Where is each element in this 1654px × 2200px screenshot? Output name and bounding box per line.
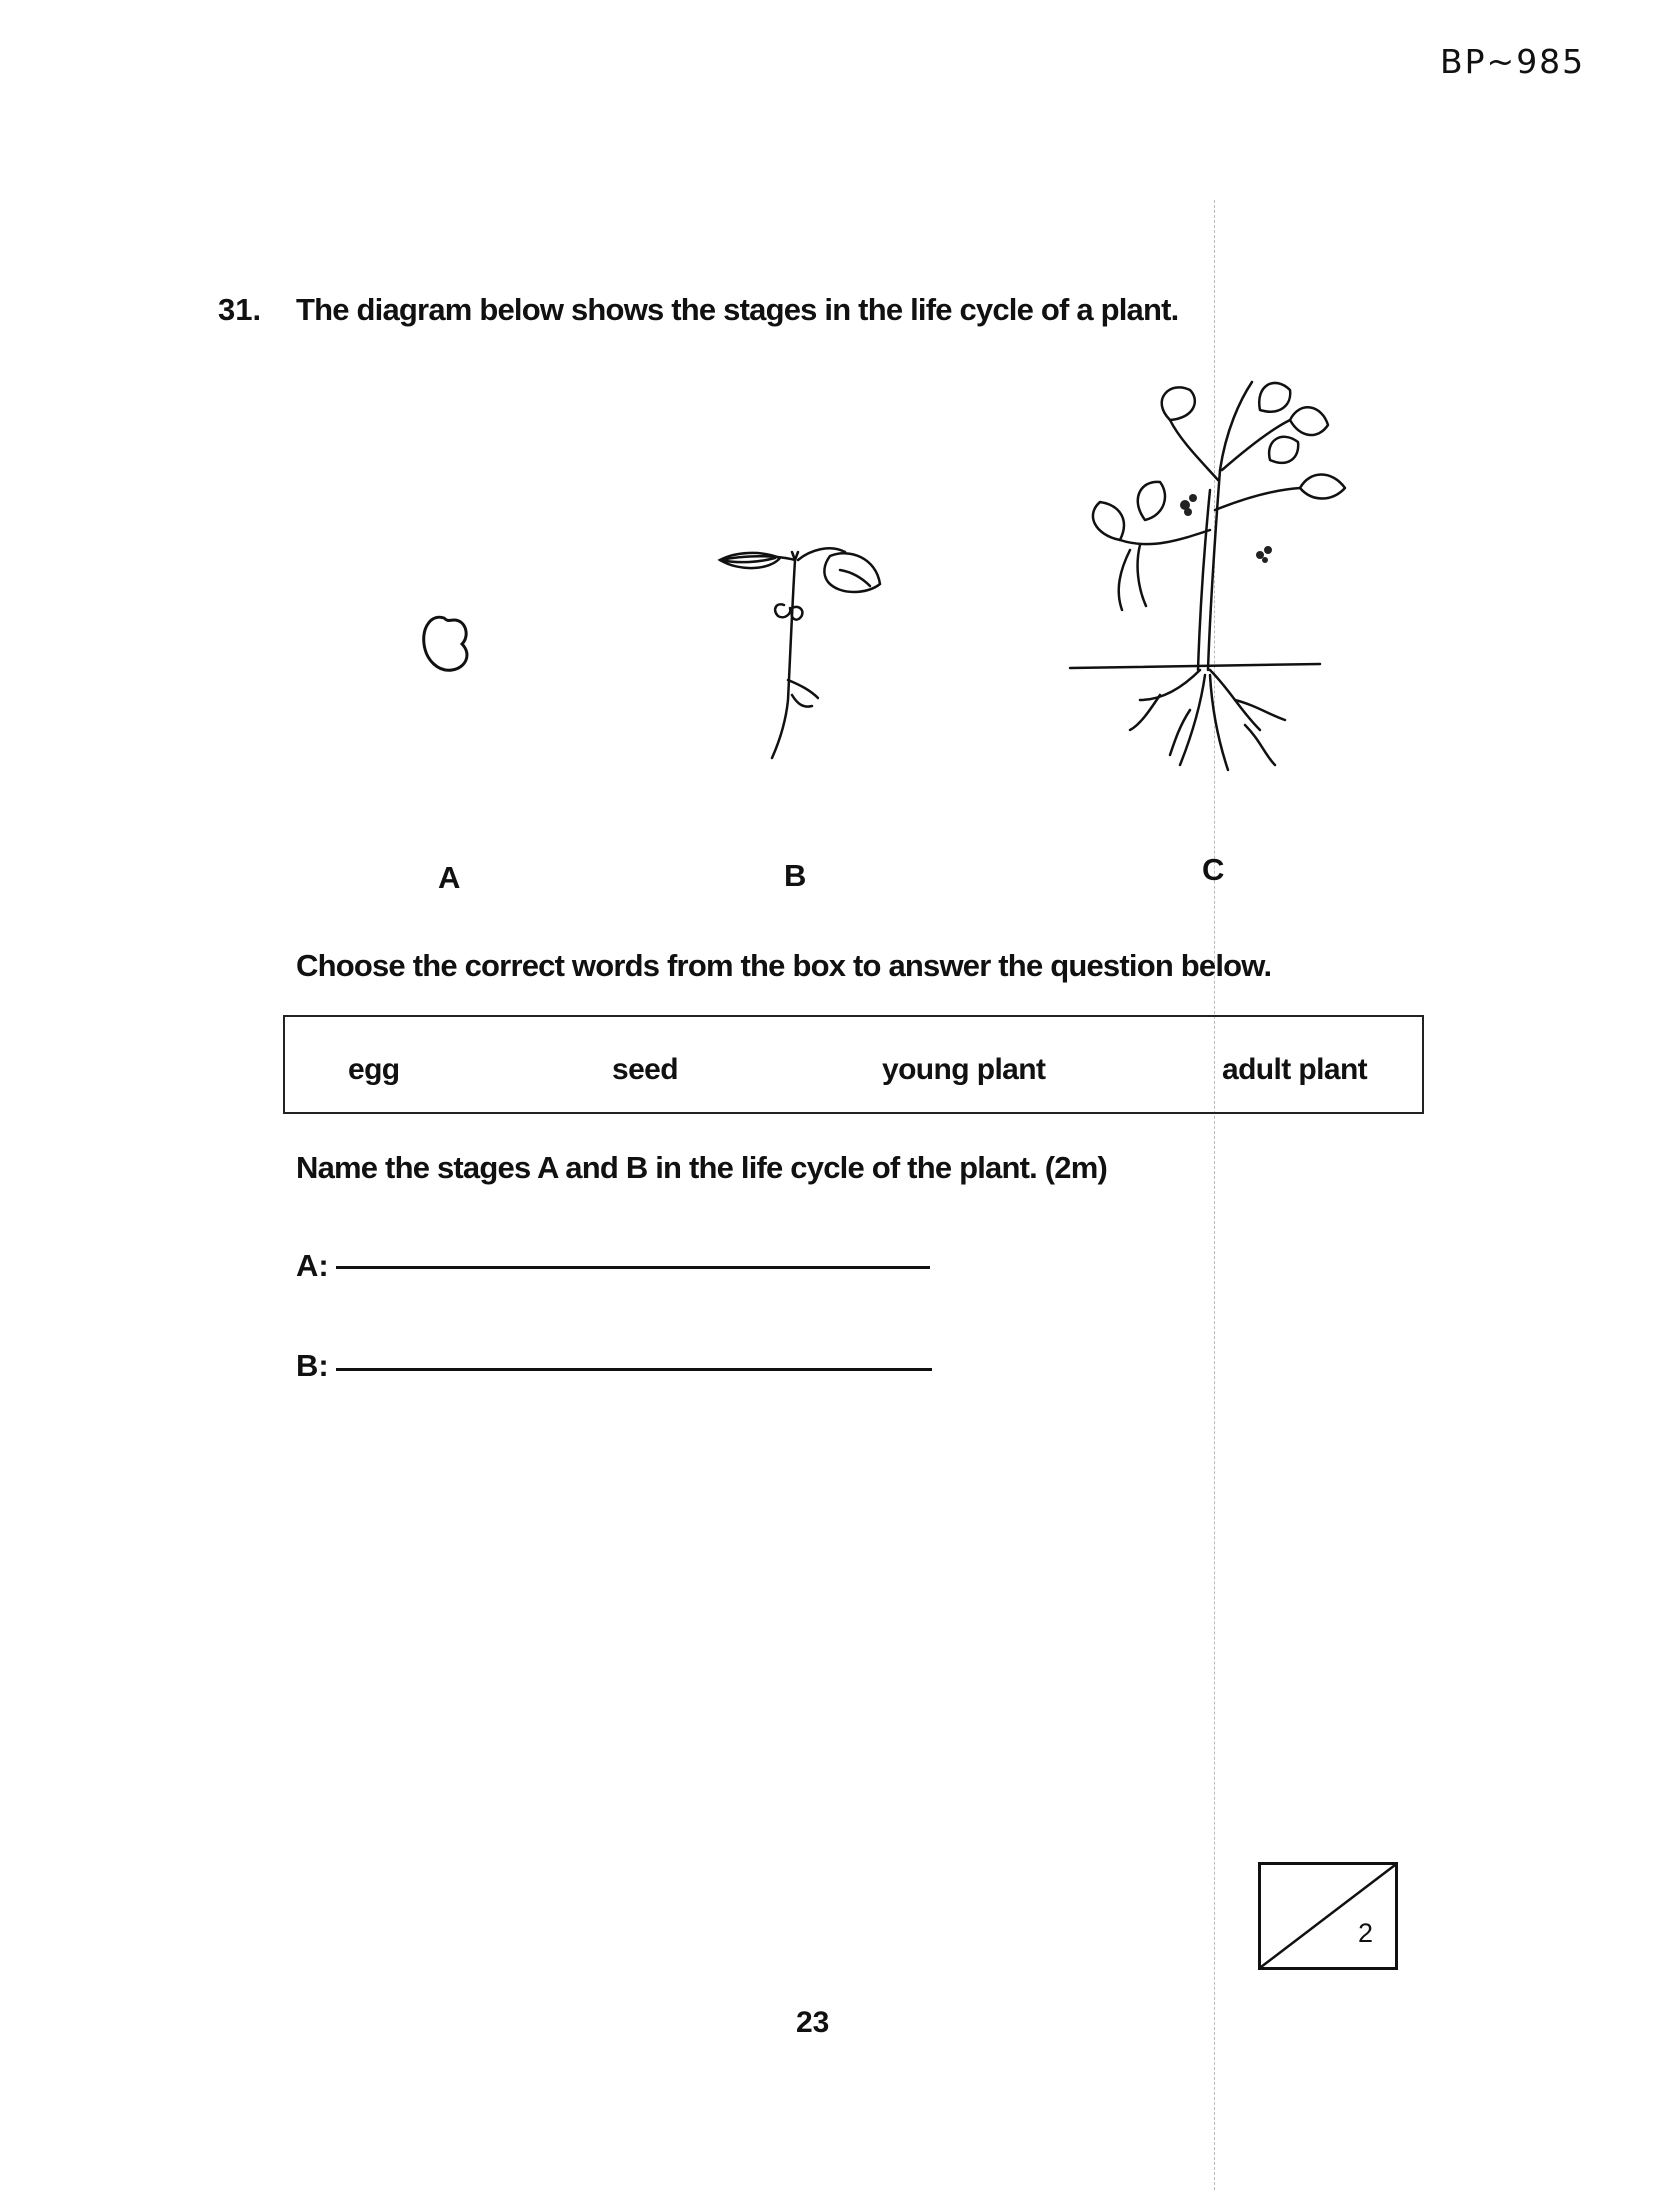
- word-option: adult plant: [1222, 1053, 1368, 1086]
- stage-label-c: C: [1202, 852, 1225, 887]
- answer-line-b[interactable]: [336, 1368, 932, 1371]
- marks-box: [1258, 1862, 1398, 1970]
- word-box: [283, 1015, 1424, 1114]
- prompt-text: and: [557, 1150, 626, 1185]
- word-option: egg: [348, 1053, 400, 1086]
- answer-label-a: A:: [296, 1248, 329, 1283]
- page-number: 23: [796, 2006, 830, 2039]
- answer-line-a[interactable]: [336, 1266, 930, 1269]
- stage-label-a: A: [438, 860, 461, 895]
- prompt-stage-a: A: [537, 1150, 558, 1185]
- seed-icon: [410, 600, 490, 690]
- word-option: young plant: [882, 1053, 1046, 1086]
- question-number: 31.: [218, 292, 262, 327]
- prompt-stage-b: B: [625, 1150, 648, 1185]
- answer-label-b: B:: [296, 1348, 329, 1383]
- prompt-text: Name the stages: [296, 1150, 538, 1185]
- adult-plant-icon: [1060, 370, 1350, 790]
- paper-code: BP~985: [1440, 42, 1586, 81]
- marks-total: 2: [1357, 1918, 1373, 1948]
- stage-label-b: B: [784, 858, 807, 893]
- marks-diagonal: [1261, 1865, 1395, 1967]
- prompt-text: in the life cycle of the plant. (2m): [647, 1150, 1108, 1185]
- instruction-text: Choose the correct words from the box to answer the question below.: [296, 948, 1272, 983]
- question-prompt: [296, 1150, 1107, 1186]
- word-option: seed: [612, 1053, 678, 1086]
- question-text: The diagram below shows the stages in the life cycle of a plant.: [296, 292, 1179, 327]
- seedling-icon: [680, 530, 910, 770]
